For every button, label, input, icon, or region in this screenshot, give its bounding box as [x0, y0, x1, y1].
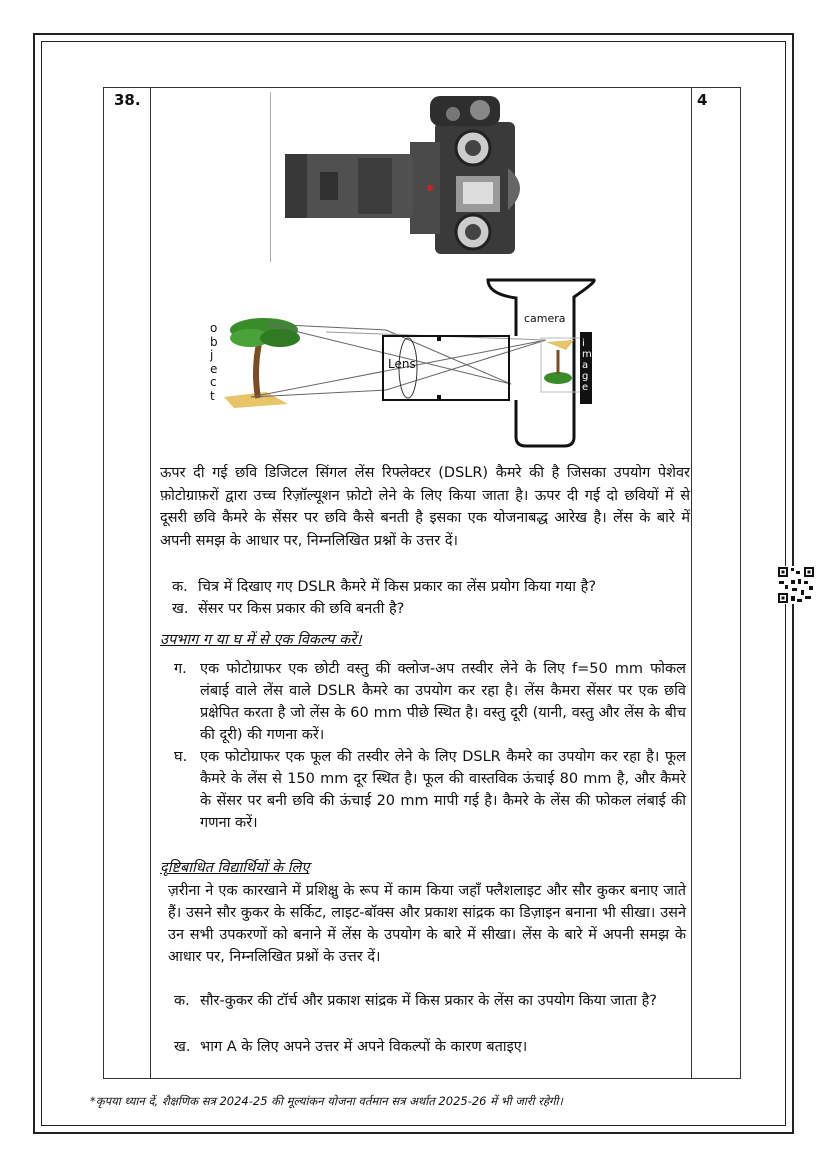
choice-heading: उपभाग ग या घ में से एक विकल्प करें। — [160, 632, 362, 648]
dslr-camera-illustration — [270, 92, 540, 264]
lens-label: Lens — [388, 357, 416, 371]
part-text: भाग A के लिए अपने उत्तर में अपने विकल्पों के कारण बताइए। — [200, 1039, 528, 1055]
object-letter: c — [210, 375, 217, 389]
image-letter: m — [582, 349, 592, 360]
choice-label: ग. — [174, 661, 187, 677]
part-label: क. — [172, 579, 188, 595]
part-label: ख. — [174, 1039, 191, 1055]
footer-note: *कृपया ध्यान दें, शैक्षणिक सत्र 2024-25 की मूल्यांकन योजना वर्तमान सत्र अर्थात 2025-26 में भी जारी रहेगी। — [90, 1094, 563, 1108]
object-letter: b — [210, 334, 218, 349]
qr-code-icon — [777, 566, 815, 604]
vi-intro: ज़रीना ने एक कारखाने में प्रशिक्षु के रूप में काम किया जहाँ फ्लैशलाइट और सौर कुकर बनाए जाते हैं। उसने सौर कुकर के सर्किट, लाइट-बॉक्स और प्रकाश सांद्रक का डिज़ाइन बनाना भी सीखा। उसने उन सभी उपकरणों को बनाने में लेंस के उपयोग के बारे में सीखा। लेंस के बारे में अपनी समझ के आधार पर, निम्नलिखित प्रश्नों के उत्तर दें। — [168, 883, 686, 965]
image-letter: a — [582, 360, 589, 371]
choice-label: घ. — [174, 749, 188, 765]
table-divider-left — [150, 88, 151, 1078]
object-letter: e — [210, 361, 218, 376]
part-text: चित्र में दिखाए गए DSLR कैमरे में किस प्रकार का लेंस प्रयोग किया गया है? — [198, 579, 597, 595]
part-label: ख. — [172, 601, 189, 617]
image-label — [582, 338, 590, 393]
part-label: क. — [174, 993, 190, 1009]
object-letter: t — [210, 388, 215, 403]
choice-text: एक फोटोग्राफर एक छोटी वस्तु की क्लोज-अप तस्वीर लेने के लिए f=50 mm फोकल लंबाई वाले लेंस वाले DSLR कैमरे का उपयोग कर रहा है। लेंस कैमरा सेंसर पर एक छवि प्रक्षेपित करता है जो लेंस के 60 mm पीछे स्थित है। वस्तु दूरी (यानी, वस्तु और लेंस के बीच की दूरी) की गणना करें। — [200, 661, 686, 743]
part-text: सेंसर पर किस प्रकार की छवि बनती है? — [198, 601, 405, 617]
object-letter: j — [210, 348, 214, 362]
image-letter: e — [582, 382, 589, 393]
part-text: सौर-कुकर की टॉर्च और प्रकाश सांद्रक में किस प्रकार के लेंस का उपयोग किया जाता है? — [200, 993, 657, 1009]
choice-text: एक फोटोग्राफर एक फूल की तस्वीर लेने के लिए DSLR कैमरे का उपयोग कर रहा है। फूल कैमरे के लेंस से 150 mm दूर स्थित है। फूल की वास्तविक ऊंचाई 80 mm है, और कैमरे के सेंसर पर बनी छवि की ऊंचाई 20 mm मापी गई है। कैमरे के लेंस की फोकल लंबाई की गणना करें। — [200, 749, 686, 831]
object-label — [210, 322, 220, 403]
camera-label: camera — [524, 312, 566, 325]
image-letter: i — [582, 338, 585, 349]
object-letter: o — [210, 321, 218, 335]
question-marks: 4 — [697, 91, 708, 109]
question-intro: ऊपर दी गई छवि डिजिटल सिंगल लेंस रिफ्लेक्टर (DSLR) कैमरे की है जिसका उपयोग पेशेवर फ़ोटोग्राफ़रों द्वारा उच्च रिज़ॉल्यूशन फ़ोटो लेने के लिए किया जाता है। ऊपर दी गई दो छवियों में से दूसरी छवि कैमरे के सेंसर पर छवि कैसे बनती है इसका एक योजनाबद्ध आरेख है। लेंस के बारे में अपनी समझ के आधार पर, निम्नलिखित प्रश्नों के उत्तर दें। — [160, 465, 690, 549]
vi-heading: दृष्टिबाधित विद्यार्थियों के लिए — [160, 860, 310, 876]
image-letter: g — [582, 371, 589, 382]
question-number: 38. — [114, 91, 141, 109]
